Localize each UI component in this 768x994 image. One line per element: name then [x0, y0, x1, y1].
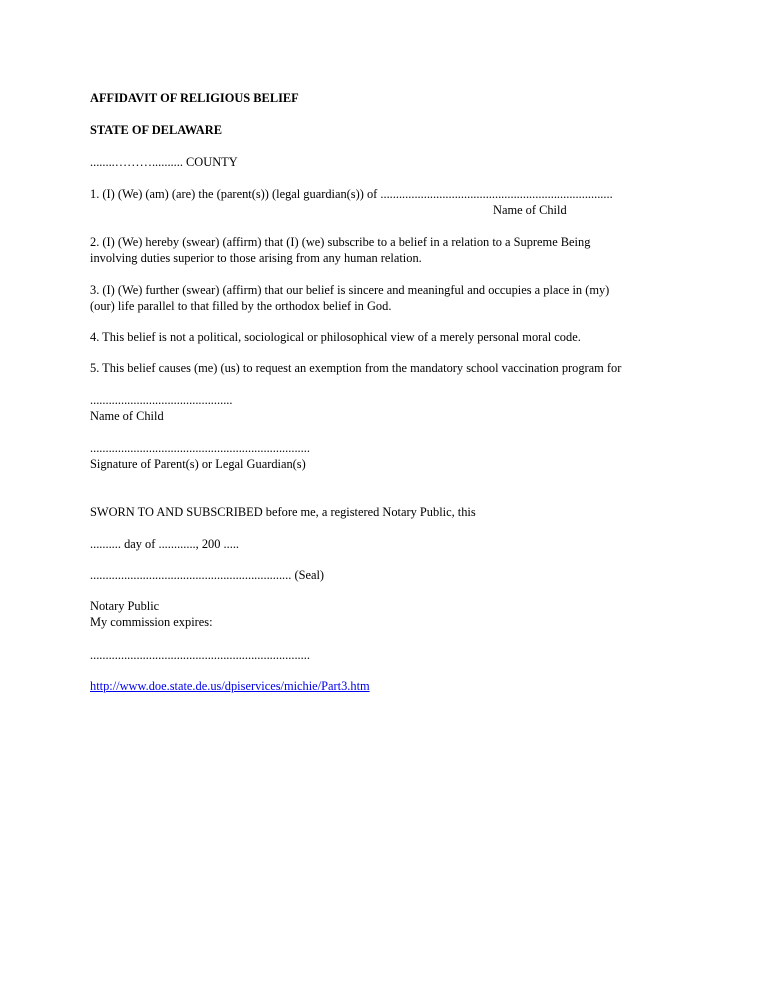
source-link[interactable]: http://www.doe.state.de.us/dpiservices/michie/Part3.htm — [90, 679, 370, 693]
state-heading: STATE OF DELAWARE — [90, 123, 222, 137]
item-2-line-1: 2. (I) (We) hereby (swear) (affirm) that (I) (we) subscribe to a belief in a relation to a Supreme Being — [90, 235, 591, 249]
county-line: ........……….......... COUNTY — [90, 155, 238, 169]
commission-label: My commission expires: — [90, 615, 213, 629]
item-1-text: 1. (I) (We) (am) (are) the (parent(s)) (legal guardian(s)) of ........................................................................... — [90, 187, 613, 201]
item-5-text: 5. This belief causes (me) (us) to request an exemption from the mandatory school vaccination program for — [90, 361, 622, 375]
item-3-line-1: 3. (I) (We) further (swear) (affirm) that our belief is sincere and meaningful and occupies a place in (my) — [90, 283, 610, 297]
item-1-caption: Name of Child — [493, 203, 567, 217]
commission-dots: ....................................................................... — [90, 648, 310, 662]
seal-line: ................................................................. (Seal) — [90, 568, 325, 582]
item-2-line-2: involving duties superior to those arising from any human relation. — [90, 251, 422, 265]
notary-label: Notary Public — [90, 599, 160, 613]
child-name-label: Name of Child — [90, 409, 164, 423]
document-title: AFFIDAVIT OF RELIGIOUS BELIEF — [90, 91, 299, 105]
child-name-dots: .............................................. — [90, 393, 233, 407]
item-4-text: 4. This belief is not a political, sociological or philosophical view of a merely personal moral code. — [90, 330, 581, 344]
item-3-line-2: (our) life parallel to that filled by the orthodox belief in God. — [90, 299, 392, 313]
date-line: .......... day of ............, 200 ..... — [90, 537, 240, 551]
signature-label: Signature of Parent(s) or Legal Guardian(s) — [90, 457, 306, 471]
signature-dots: ....................................................................... — [90, 441, 310, 455]
sworn-statement: SWORN TO AND SUBSCRIBED before me, a registered Notary Public, this — [90, 505, 476, 519]
